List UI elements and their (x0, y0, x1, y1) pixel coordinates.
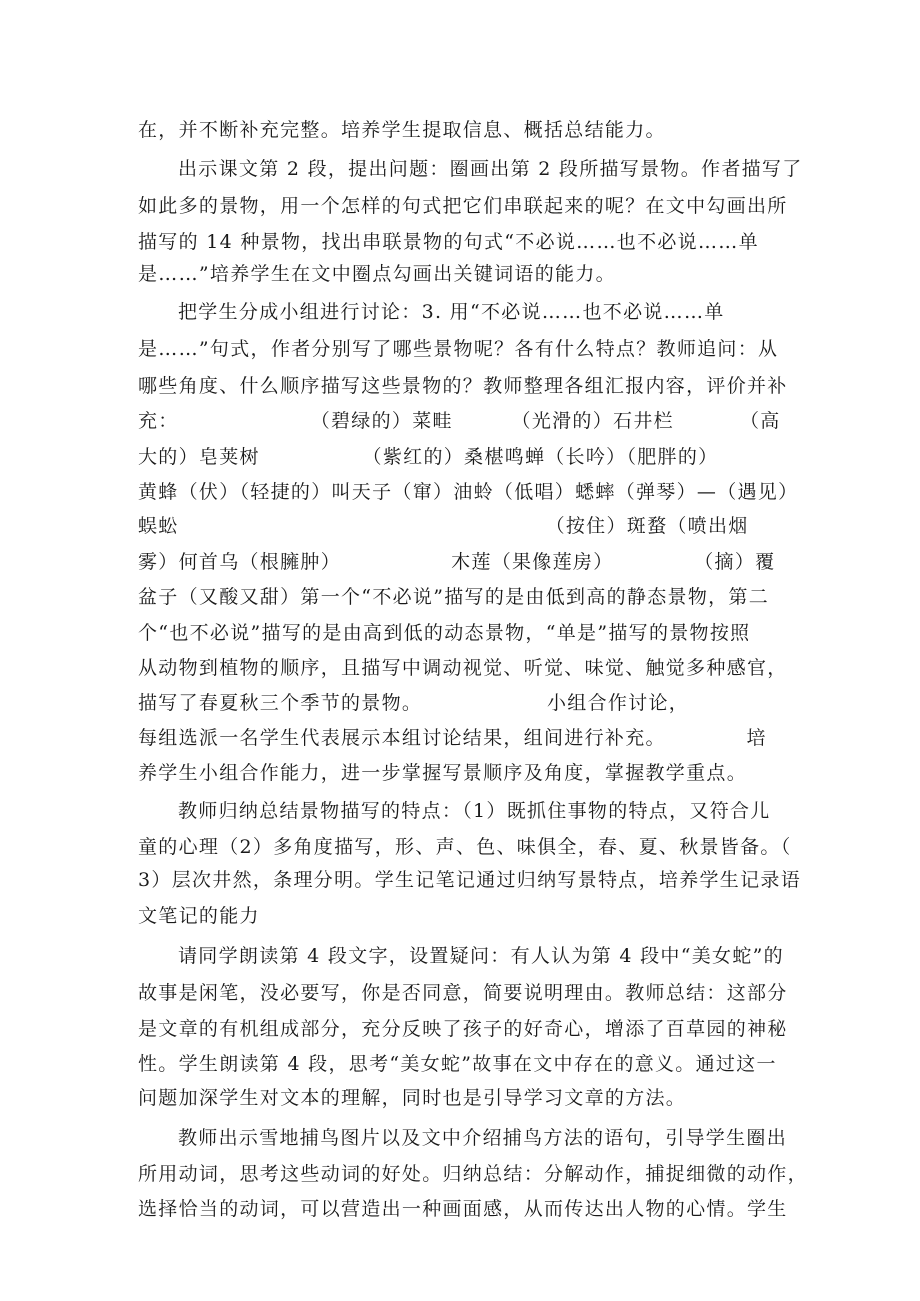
text-line: 雾）何首乌（根臃肿） 木莲（果像莲房） （摘）覆 (138, 551, 776, 573)
text-line: 文笔记的能力 (138, 905, 260, 927)
text-line: 充： （碧绿的）菜畦 （光滑的）石井栏 （高 (138, 410, 781, 432)
text-line: 描写的 14 种景物，找出串联景物的句式“不必说……也不必说……单 (138, 231, 759, 253)
text-line: 个“也不必说”描写的是由高到低的动态景物，“单是”描写的景物按照 (138, 622, 751, 644)
text-line: 教师归纳总结景物描写的特点：（1）既抓住事物的特点，又符合儿 (178, 800, 771, 822)
text-line: 如此多的景物，用一个怎样的句式把它们串联起来的呢？在文中勾画出所 (138, 195, 788, 217)
text-line: 教师出示雪地捕鸟图片以及文中介绍捕鸟方法的语句，引导学生圈出 (178, 1127, 788, 1149)
text-line: 故事是闲笔，没必要写，你是否同意，简要说明理由。教师总结：这部分 (138, 982, 788, 1004)
text-line: 所用动词，思考这些动词的好处。归纳总结：分解动作，捕捉细微的动作， (138, 1163, 808, 1185)
text-line: 黄蜂（伏）（轻捷的）叫天子（窜）油蛉（低唱）蟋蟀（弹琴）—（遇见） (138, 481, 799, 503)
text-line: 从动物到植物的顺序，且描写中调动视觉、听觉、味觉、触觉多种感官， (138, 657, 788, 679)
text-line: 是文章的有机组成部分，充分反映了孩子的好奇心，增添了百草园的神秘 (138, 1018, 788, 1040)
text-line: 问题加深学生对文本的理解，同时也是引导学习文章的方法。 (138, 1087, 687, 1109)
text-line: 养学生小组合作能力，进一步掌握写景顺序及角度，掌握教学重点。 (138, 762, 748, 784)
text-line: 是……”培养学生在文中圈点勾画出关键词语的能力。 (138, 263, 616, 285)
text-line: 在，并不断补充完整。培养学生提取信息、概括总结能力。 (138, 119, 666, 141)
text-line: 每组选派一名学生代表展示本组讨论结果，组间进行补充。 培 (138, 727, 767, 749)
text-line: 选择恰当的动词，可以营造出一种画面感，从而传达出人物的心情。学生 (138, 1198, 788, 1220)
text-line: 3）层次井然，条理分明。学生记笔记通过归纳写景特点，培养学生记录语 (138, 869, 801, 891)
text-line: 是……”句式，作者分别写了哪些景物呢？各有什么特点？教师追问：从 (138, 338, 779, 360)
text-line: 把学生分成小组进行讨论：3. 用“不必说……也不必说……单 (178, 301, 725, 323)
text-line: 盆子（又酸又甜）第一个“不必说”描写的是由低到高的静态景物，第二 (138, 586, 770, 608)
text-line: 童的心理（2）多角度描写，形、声、色、味俱全，春、夏、秋景皆备。（ (138, 836, 792, 858)
text-line: 性。学生朗读第 4 段，思考“美女蛇”故事在文中存在的意义。通过这一 (138, 1053, 777, 1075)
text-line: 请同学朗读第 4 段文字，设置疑问：有人认为第 4 段中“美女蛇”的 (178, 945, 784, 967)
text-line: 蜈蚣 （按住）斑蝥（喷出烟 (138, 515, 749, 537)
text-line: 描写了春夏秋三个季节的景物。 小组合作讨论， (138, 692, 690, 714)
text-line: 出示课文第 2 段，提出问题：圈画出第 2 段所描写景物。作者描写了 (178, 158, 803, 180)
text-line: 大的）皂荚树 （紫红的）桑椹鸣蝉（长吟）（肥胖的） (138, 446, 719, 468)
text-line: 哪些角度、什么顺序描写这些景物的？教师整理各组汇报内容，评价并补 (138, 375, 788, 397)
